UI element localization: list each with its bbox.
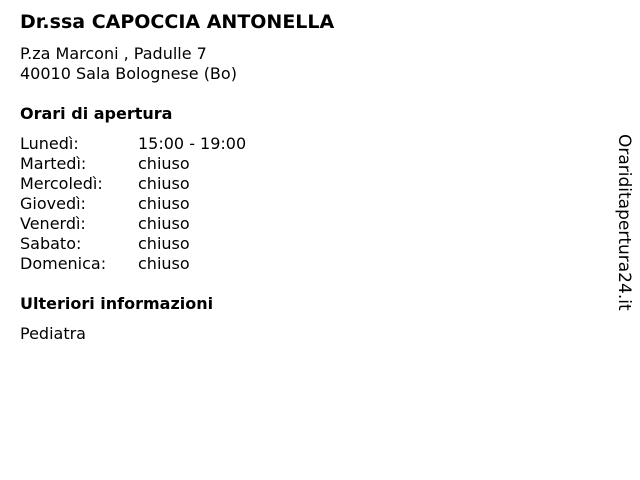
day-label: Sabato: <box>20 234 82 253</box>
address <box>20 44 237 84</box>
day-label: Venerdì: <box>20 214 86 233</box>
further-info-heading: Ulteriori informazioni <box>20 294 214 313</box>
further-info-text: Pediatra <box>20 324 86 343</box>
hours-value: chiuso <box>138 194 190 213</box>
hours-row-tuesday <box>20 154 320 174</box>
day-label: Mercoledì: <box>20 174 103 193</box>
day-label: Martedì: <box>20 154 87 173</box>
site-watermark: Orariditapertura24.it <box>614 134 634 311</box>
hours-value: chiuso <box>138 234 190 253</box>
hours-value: chiuso <box>138 174 190 193</box>
hours-row-friday <box>20 214 320 234</box>
address-line-street: P.za Marconi , Padulle 7 <box>20 44 207 63</box>
day-label: Domenica: <box>20 254 107 273</box>
hours-row-thursday <box>20 194 320 214</box>
business-name: Dr.ssa CAPOCCIA ANTONELLA <box>20 11 335 33</box>
hours-value: chiuso <box>138 154 190 173</box>
address-line-city: 40010 Sala Bolognese (Bo) <box>20 64 237 83</box>
day-label: Lunedì: <box>20 134 79 153</box>
hours-row-wednesday <box>20 174 320 194</box>
hours-value: chiuso <box>138 254 190 273</box>
opening-hours-heading: Orari di apertura <box>20 104 173 123</box>
hours-value: 15:00 - 19:00 <box>138 134 247 153</box>
hours-row-sunday <box>20 254 320 274</box>
hours-value: chiuso <box>138 214 190 233</box>
opening-hours-table <box>20 134 320 274</box>
day-label: Giovedì: <box>20 194 86 213</box>
hours-row-saturday <box>20 234 320 254</box>
hours-row-monday <box>20 134 320 154</box>
